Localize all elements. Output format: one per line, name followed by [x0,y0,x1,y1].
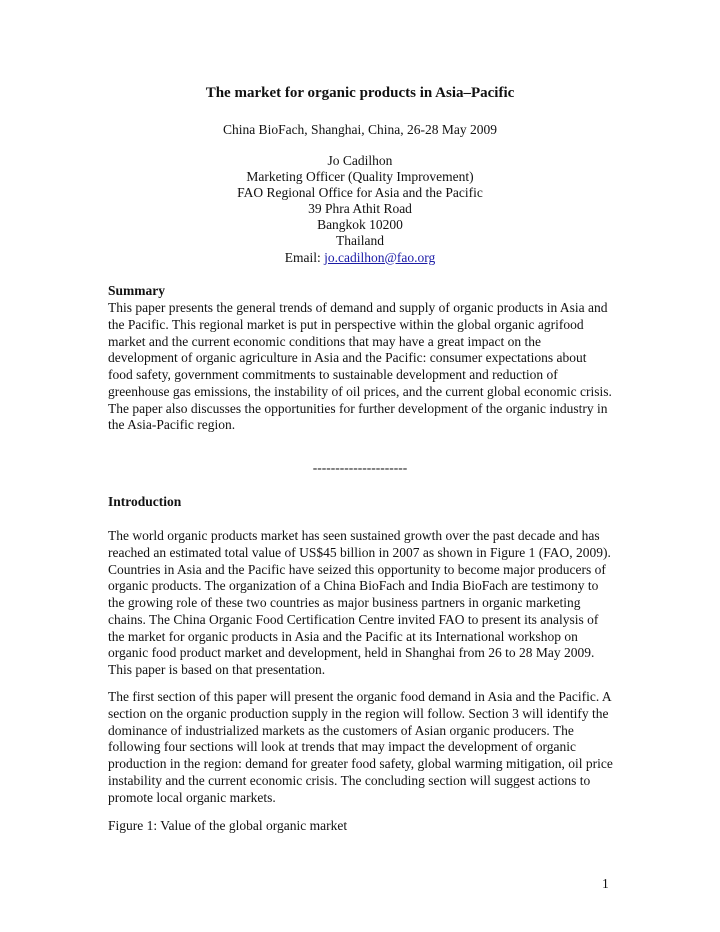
introduction-heading: Introduction [108,494,182,509]
figure-caption: Figure 1: Value of the global organic market [108,818,348,833]
section-divider: --------------------- [312,460,408,475]
author-position: Marketing Officer (Quality Improvement) [246,169,474,185]
author-office: FAO Regional Office for Asia and the Pacific [237,185,483,201]
author-block [0,153,720,266]
introduction-paragraph-2: The first section of this paper will present the organic food demand in Asia and the Pacific. A section on the organic production supply in the region will follow. Section 3 will identify the dominance of industrialized markets as the customers of Asian organic producers. The following four sections will look at trends that may impact the development of organic production in the region: demand for greater food safety, global warming mitigation, oil price instability and the current economic crisis. The concluding section will suggest actions to promote local organic markets. [108,689,613,805]
email-link[interactable]: jo.cadilhon@fao.org [324,249,436,265]
email-label: Email: [284,249,321,265]
document-title: The market for organic products in Asia–Pacific [205,85,515,101]
page-number: 1 [602,876,609,891]
author-email-line [0,250,720,266]
author-city: Bangkok 10200 [317,217,403,233]
author-name: Jo Cadilhon [327,153,393,168]
introduction-paragraph-1: The world organic products market has seen sustained growth over the past decade and has reached an estimated total value of US$45 billion in 2007 as shown in Figure 1 (FAO, 2009). Countries in Asia and the Pacific have seized this opportunity to become major producers of organic products. The organization of a China BioFach and India BioFach are testimony to the growing role of these two countries as major business partners in organic marketing chains. The China Organic Food Certification Centre invited FAO to present its analysis of the market for organic products in Asia and the Pacific at its International workshop on organic food product market and development, held in Shanghai from 26 to 28 May 2009. This paper is based on that presentation. [108,528,611,677]
conference-line: China BioFach, Shanghai, China, 26-28 May 2009 [222,122,498,137]
author-country: Thailand [336,233,384,249]
author-street: 39 Phra Athit Road [308,201,412,217]
summary-text: This paper presents the general trends of demand and supply of organic products in Asia and the Pacific. This regional market is put in perspective within the global organic agrifood market and the current economic conditions that may have a great impact on the development of organic agriculture in Asia and the Pacific: consumer expectations about food safety, government commitments to sustainable development and reduction of greenhouse gas emissions, the instability of oil prices, and the current global economic crisis. The paper also discusses the opportunities for further development of the organic industry in the Asia-Pacific region. [108,300,612,433]
summary-heading: Summary [108,283,165,298]
